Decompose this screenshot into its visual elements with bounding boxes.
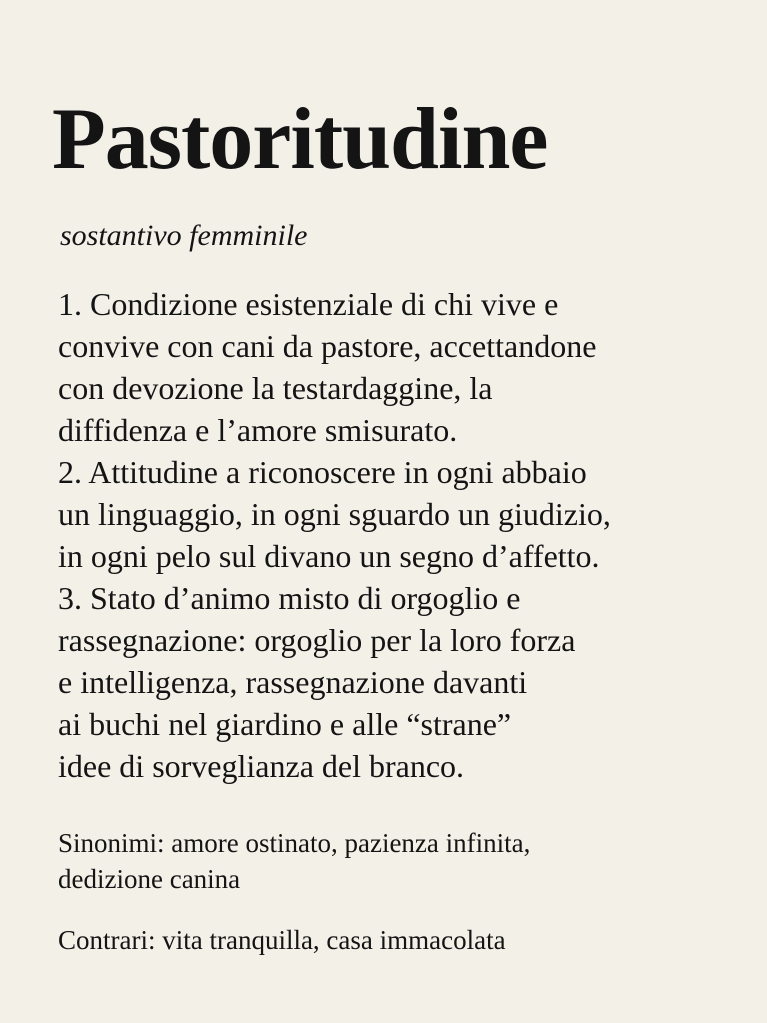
definition-line: in ogni pelo sul divano un segno d’affetto. — [58, 538, 600, 574]
definition-line: un linguaggio, in ogni sguardo un giudizio, — [58, 496, 611, 532]
definition-line: 1. Condizione esistenziale di chi vive e — [58, 286, 559, 322]
antonyms — [58, 922, 506, 958]
part-of-speech: sostantivo femminile — [60, 219, 308, 252]
definition-line: con devozione la testardaggine, la — [58, 370, 493, 406]
definition-1 — [58, 283, 748, 451]
synonyms — [58, 825, 530, 897]
definition-3 — [58, 577, 748, 787]
definition-line: e intelligenza, rassegnazione davanti — [58, 664, 528, 700]
definition-line: rassegnazione: orgoglio per la loro forza — [58, 622, 576, 658]
definition-line: idee di sorveglianza del branco. — [58, 748, 465, 784]
synonyms-line: Sinonimi: amore ostinato, pazienza infinita, — [58, 828, 531, 858]
headword: Pastoritudine — [52, 91, 548, 188]
synonyms-line: dedizione canina — [58, 864, 241, 894]
definition-line: 2. Attitudine a riconoscere in ogni abbaio — [58, 454, 587, 490]
definition-line: convive con cani da pastore, accettandone — [58, 328, 597, 364]
definitions-list — [58, 283, 748, 787]
antonyms-line: Contrari: vita tranquilla, casa immacolata — [58, 925, 506, 955]
definition-line: ai buchi nel giardino e alle “strane” — [58, 706, 512, 742]
definition-line: 3. Stato d’animo misto di orgoglio e — [58, 580, 521, 616]
definition-2 — [58, 451, 748, 577]
definition-line: diffidenza e l’amore smisurato. — [58, 412, 458, 448]
